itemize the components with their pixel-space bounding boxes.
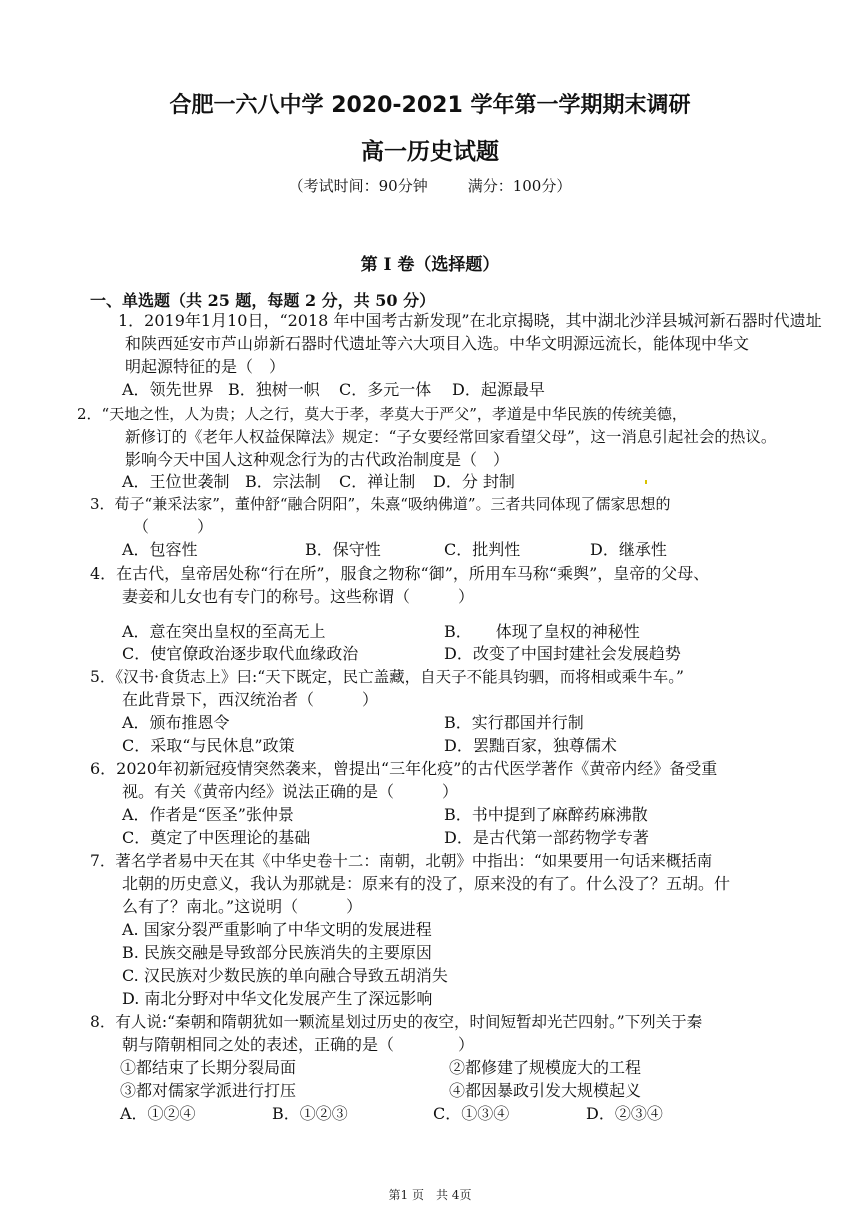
question-3-option-c[interactable]: C．批判性 bbox=[444, 540, 521, 559]
question-4-line-2: 妻妾和儿女也有专门的称号。这些称谓（ ） bbox=[122, 587, 475, 606]
exam-time: （考试时间：90分钟 bbox=[288, 177, 428, 195]
question-4-option-c[interactable]: C．使官僚政治逐步取代血缘政治 bbox=[122, 644, 359, 663]
question-2-option-b[interactable]: B．宗法制 bbox=[245, 472, 321, 491]
full-score: 满分：100分） bbox=[467, 177, 572, 195]
question-7-line-1: 7．著名学者易中天在其《中华史卷十二：南朝，北朝》中指出：“如果要用一句话来概括南 bbox=[90, 852, 713, 870]
question-5-option-d[interactable]: D．罢黜百家，独尊儒术 bbox=[444, 736, 617, 755]
question-5-option-c[interactable]: C．采取“与民休息”政策 bbox=[122, 736, 295, 755]
question-7-option-a[interactable]: A. 国家分裂严重影响了中华文明的发展进程 bbox=[122, 920, 432, 939]
question-7-option-d[interactable]: D. 南北分野对中华文化发展产生了深远影响 bbox=[122, 989, 433, 1008]
question-8-statement-2: ②都修建了规模庞大的工程 bbox=[449, 1058, 642, 1077]
question-6-option-c[interactable]: C．奠定了中医理论的基础 bbox=[122, 828, 311, 847]
question-6-line-2: 视。有关《黄帝内经》说法正确的是（ ） bbox=[122, 782, 459, 801]
question-6-option-b[interactable]: B．书中提到了麻醉药麻沸散 bbox=[444, 805, 648, 824]
exam-meta bbox=[0, 175, 860, 196]
question-3-option-b[interactable]: B．保守性 bbox=[305, 540, 381, 559]
question-5-line-2: 在此背景下，西汉统治者（ ） bbox=[122, 690, 379, 709]
question-7-option-b[interactable]: B. 民族交融是导致部分民族消失的主要原因 bbox=[122, 943, 432, 962]
question-3-line-1: 3．荀子“兼采法家”，董仲舒“融合阴阳”，朱熹“吸纳佛道”。三者共同体现了儒家思想的 bbox=[90, 495, 671, 513]
question-1-line-2: 和陕西延安市芦山峁新石器时代遗址等六大项目入选。中华文明源远流长，能体现中华文 bbox=[125, 334, 750, 353]
question-5-line-1: 5．《汉书·食货志上》曰:“天下既定，民亡盖藏，自天子不能具钧驷，而将相或乘牛车。” bbox=[90, 668, 684, 686]
question-4-option-b[interactable]: B． 体现了皇权的神秘性 bbox=[444, 622, 640, 641]
question-6-line-1: 6．2020年初新冠疫情突然袭来，曾提出“三年化疫”的古代医学著作《黄帝内经》备受重 bbox=[90, 759, 718, 778]
subject-title: 高一历史试题 bbox=[361, 139, 499, 165]
question-1-option-c[interactable]: C．多元一体 bbox=[339, 380, 432, 399]
question-1-line-3: 明起源特征的是（ ） bbox=[125, 357, 286, 376]
question-2-line-2: 新修订的《老年人权益保障法》规定：“子女要经常回家看望父母”，这一消息引起社会的热议。 bbox=[125, 428, 777, 446]
question-1-option-a[interactable]: A．领先世界 bbox=[122, 380, 214, 399]
stray-mark bbox=[645, 480, 647, 484]
question-2-option-d[interactable]: D．分 封制 bbox=[433, 472, 515, 491]
part-heading: 一、单选题（共 25 题，每题 2 分，共 50 分） bbox=[90, 291, 436, 310]
question-8-line-2: 朝与隋朝相同之处的表述，正确的是（ ） bbox=[122, 1035, 475, 1054]
question-7-line-2: 北朝的历史意义，我认为那就是：原来有的没了，原来没的有了。什么没了？五胡。什 bbox=[122, 874, 731, 893]
question-4-option-a[interactable]: A．意在突出皇权的至高无上 bbox=[122, 622, 326, 641]
exam-title: 合肥一六八中学 2020-2021 学年第一学期期末调研 bbox=[169, 93, 691, 118]
page-footer: 第1 页 共 4页 bbox=[388, 1188, 472, 1202]
question-1-option-d[interactable]: D．起源最早 bbox=[452, 380, 545, 399]
question-3-option-d[interactable]: D．继承性 bbox=[590, 540, 667, 559]
question-2-line-3: 影响今天中国人这种观念行为的古代政治制度是（ ） bbox=[125, 450, 510, 469]
question-8-statement-1: ①都结束了长期分裂局面 bbox=[120, 1058, 297, 1077]
question-4-line-1: 4．在古代，皇帝居处称“行在所”，服食之物称“御”，所用车马称“乘舆”，皇帝的父母、 bbox=[90, 564, 710, 583]
question-8-option-a[interactable]: A．①②④ bbox=[120, 1104, 196, 1123]
question-5-option-a[interactable]: A．颁布推恩令 bbox=[122, 713, 230, 732]
question-8-option-d[interactable]: D．②③④ bbox=[586, 1104, 663, 1123]
question-5-option-b[interactable]: B．实行郡国并行制 bbox=[444, 713, 584, 732]
question-7-line-3: 么有了？南北。”这说明（ ） bbox=[122, 897, 363, 916]
question-1-line-1: 1．2019年1月10日，“2018 年中国考古新发现”在北京揭晓，其中湖北沙洋县城河新石器时代遗址 bbox=[118, 311, 822, 330]
question-6-option-a[interactable]: A．作者是“医圣”张仲景 bbox=[122, 805, 294, 824]
question-4-option-d[interactable]: D．改变了中国封建社会发展趋势 bbox=[444, 644, 681, 663]
question-2-line-1: 2．“天地之性，人为贵；人之行，莫大于孝，孝莫大于严父”，孝道是中华民族的传统美德， bbox=[77, 405, 687, 423]
volume-heading: 第 Ⅰ 卷（选择题） bbox=[360, 255, 500, 275]
question-1-option-b[interactable]: B．独树一帜 bbox=[228, 380, 320, 399]
question-2-option-a[interactable]: A．王位世袭制 bbox=[122, 472, 230, 491]
question-2-option-c[interactable]: C．禅让制 bbox=[339, 472, 416, 491]
question-8-option-c[interactable]: C．①③④ bbox=[433, 1104, 510, 1123]
question-8-line-1: 8．有人说:“秦朝和隋朝犹如一颗流星划过历史的夜空，时间短暂却光芒四射。”下列关于秦 bbox=[90, 1013, 703, 1031]
question-8-statement-4: ④都因暴政引发大规模起义 bbox=[449, 1081, 642, 1100]
question-6-option-d[interactable]: D．是古代第一部药物学专著 bbox=[444, 828, 649, 847]
question-3-line-2: （ ） bbox=[133, 517, 214, 536]
question-8-statement-3: ③都对儒家学派进行打压 bbox=[120, 1081, 297, 1100]
question-3-option-a[interactable]: A．包容性 bbox=[122, 540, 198, 559]
question-7-option-c[interactable]: C. 汉民族对少数民族的单向融合导致五胡消失 bbox=[122, 966, 448, 985]
question-8-option-b[interactable]: B．①②③ bbox=[272, 1104, 348, 1123]
